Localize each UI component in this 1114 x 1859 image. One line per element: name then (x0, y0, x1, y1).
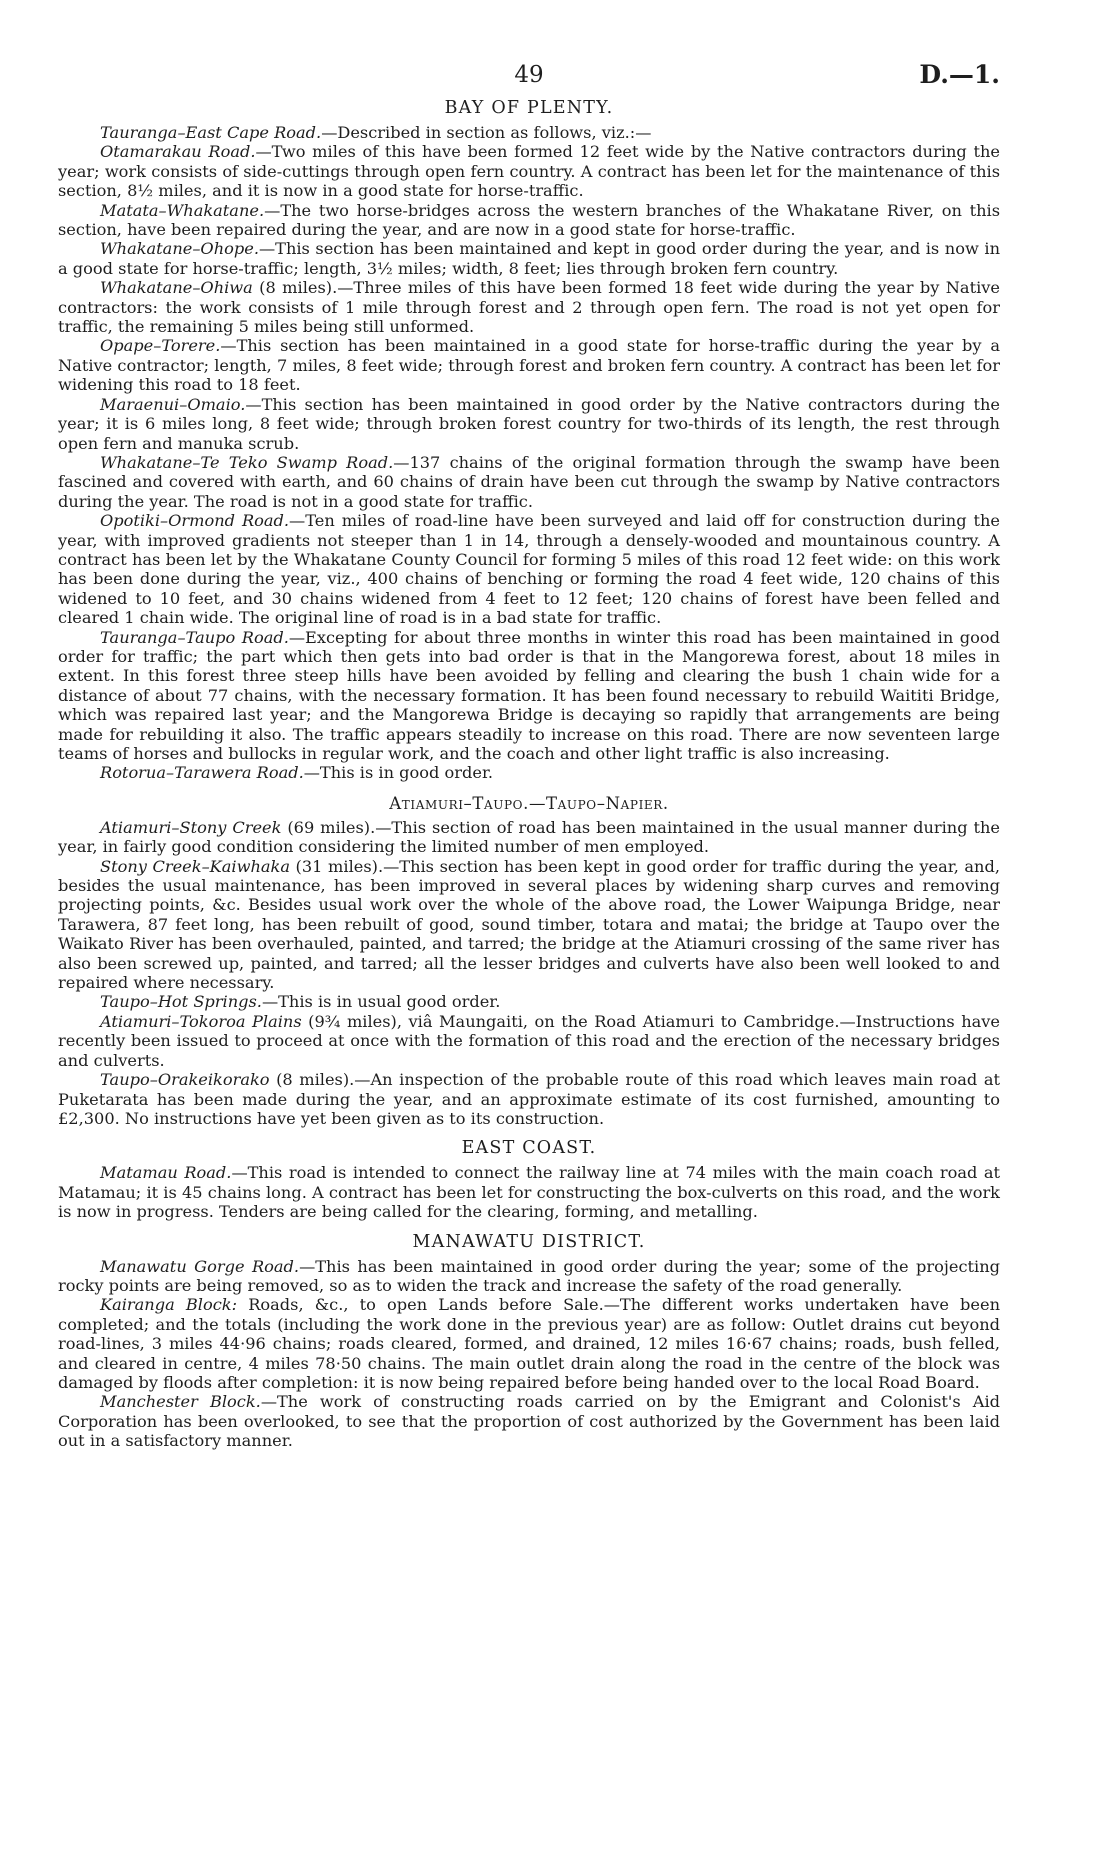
paragraph (58, 511, 1000, 627)
paragraph (58, 818, 1000, 857)
paragraph-title: Opotiki–Ormond Road. (100, 511, 290, 531)
page-number: 49 (514, 62, 544, 88)
paragraph-title: Whakatane–Ohope. (100, 239, 259, 259)
paragraph-text: (31 miles).—This section has been kept in good order for traffic during the year, and, besides the usual maintenance, has been improved in several places by widening sharp curves and removing projecting points, &c. Besides usual work over the whole of the above road, the Lower Waipunga Bridge, near Tarawera, 87 feet long, has been rebuilt of good, sound timber, totara and matai; the bridge at Taupo over the Waikato River has been overhauled, painted, and tarred; the bridge at the Atiamuri crossing of the same river has also been screwed up, painted, and tarred; all the lesser bridges and culverts have also been well looked to and repaired where necessary. (58, 856, 1000, 993)
paragraph-text: —Two miles of this have been formed 12 feet wide by the Native contractors during the year; work consists of side-cuttings through open fern country. A contract has been let for the maintenance of this section, 8½ miles, and it is now in a good state for horse-traffic. (58, 142, 1000, 201)
paragraph (58, 201, 1000, 240)
paragraph-text: —The two horse-bridges across the western branches of the Whakatane River, on this section, have been repaired during the year, and are now in a good state for horse-traffic. (58, 200, 1000, 240)
paragraph-title: Tauranga–Taupo Road. (100, 627, 289, 647)
paragraph-text: Roads, &c., to open Lands before Sale.—The different works undertaken have been completed; and the totals (including the work done in the previous year) are as follow: Outlet drains cut beyond road-lines, 3 miles 44·96 chains; roads cleared, formed, and drained, 12 miles 16·67 chains; roads, bush felled, and cleared in centre, 4 miles 78·50 chains. The main outlet drain along the road in the centre of the block was damaged by floods after completion: it is now being repaired before being handed over to the local Road Board. (58, 1295, 1000, 1392)
paragraph-text: —Ten miles of road-line have been surveyed and laid off for construction during the year, with improved gradients not steeper than 1 in 14, through a densely-wooded and mountainous country. A contract has been let by the Whakatane County Council for forming 5 miles of this road 12 feet wide: on this work has been done during the year, viz., 400 chains of benching or forming the road 4 feet wide, 120 chains of this widened to 10 feet, and 30 chains widened from 4 feet to 12 feet; 120 chains of forest have been felled and cleared 1 chain wide. The original line of road is in a bad state for traffic. (58, 511, 1000, 628)
paragraph-text: (9¾ miles), viâ Maungaiti, on the Road Atiamuri to Cambridge.—Instructions have recently been issued to proceed at once with the formation of this road and the erection of the necessary bridges and culverts. (58, 1011, 1000, 1070)
paragraph (58, 142, 1000, 200)
paragraph-title: Whakatane–Te Teko Swamp Road. (100, 452, 394, 472)
paragraph-title: Opape–Torere. (100, 336, 221, 356)
paragraph (58, 453, 1000, 511)
paragraph-text: —This is in good order. (303, 763, 494, 783)
paragraph-text: —The work of constructing roads carried on by the Emigrant and Colonist's Aid Corporation has been overlooked, to see that the proportion of cost authorized by the Government has been laid out in a satisfactory manner. (58, 1392, 1001, 1451)
paragraph-title: Manchester Block. (100, 1392, 261, 1412)
paragraph (58, 857, 1000, 993)
paragraph (58, 395, 1000, 453)
paragraph (58, 1257, 1000, 1296)
paragraph-title: Whakatane–Ohiwa (100, 278, 253, 298)
paragraph-title: Taupo–Hot Springs. (100, 992, 262, 1012)
paragraph (58, 1295, 1000, 1392)
document-page (58, 54, 1000, 1451)
section-heading: MANAWATU DISTRICT. (412, 1231, 646, 1252)
paragraph-title: Matata–Whakatane. (100, 200, 265, 220)
paragraph (58, 1163, 1000, 1221)
paragraph-text: (69 miles).—This section of road has been maintained in the usual manner during the year, in fairly good condition considering the limited number of men employed. (58, 817, 1000, 857)
paragraph-text: —This section has been maintained and kept in good order during the year, and is now in a good state for horse-traffic; length, 3½ miles; width, 8 feet; lies through broken fern country. (58, 239, 1000, 278)
paragraph-text: —This section has been maintained in a good state for horse-traffic during the year by a Native contractor; length, 7 miles, 8 feet wide; through forest and broken fern country. A contract has been let for widening this road to 18 feet. (58, 336, 1000, 395)
paragraph-title: Rotorua–Tarawera Road. (100, 763, 304, 783)
paragraph (58, 1012, 1000, 1070)
section-heading: Atiamuri–Taupo.—Taupo–Napier. (389, 793, 669, 813)
paragraph-title: Maraenui–Omaio. (100, 394, 246, 414)
paragraph (58, 239, 1000, 278)
paragraph (58, 763, 1000, 782)
section-spacer (58, 1128, 1000, 1134)
paragraph (58, 992, 1000, 1011)
paragraph (58, 123, 1000, 142)
paragraph-title: Matamau Road. (100, 1163, 232, 1183)
paragraph-text: —137 chains of the original formation through the swamp have been fascined and covered with earth, and 60 chains of drain have been cut through the swamp by Native contractors during the year. The road is not in a good state for traffic. (58, 452, 1000, 511)
paragraph-text: —This road is intended to connect the railway line at 74 miles with the main coach road at Matamau; it is 45 chains long. A contract has been let for constructing the box-culverts on this road, and the work is now in progress. Tenders are being called for the clearing, forming, and metalling. (58, 1163, 1001, 1222)
paragraph-text: —Described in section as follows, viz.:— (321, 123, 652, 142)
section-heading: BAY OF PLENTY. (444, 98, 614, 118)
paragraph-text: —This has been maintained in good order during the year; some of the projecting rocky points are being removed, so as to widen the track and increase the safety of the road generally. (58, 1256, 1000, 1295)
section-spacer (58, 783, 1000, 789)
paragraph (58, 1392, 1000, 1450)
section-spacer (58, 1222, 1000, 1228)
paragraph (58, 336, 1000, 394)
paragraph-title: Taupo–Orakeikorako (100, 1070, 270, 1090)
paragraph-title: Kairanga Block: (100, 1295, 238, 1315)
paragraph-text: —This is in usual good order. (261, 992, 501, 1012)
paragraph-text: —Excepting for about three months in winter this road has been maintained in good order for traffic; the part which then gets into bad order is that in the Mangorewa forest, about 18 miles in extent. In this forest three steep hills have been avoided by felling and clearing the bush 1 chain wide for a distance of about 77 chains, with the necessary formation. It has been found necessary to rebuild Waititi Bridge, which was repaired last year; and the Mangorewa Bridge is decaying so rapidly that arrangements are being made for rebuilding it also. The traffic appears steadily to increase on this road. There are now seventeen large teams of horses and bullocks in regular work, and the coach and other light traffic is also increasing. (58, 627, 1000, 763)
page-header (58, 54, 1000, 94)
section-heading: EAST COAST. (461, 1138, 597, 1159)
paragraph-title: Tauranga–East Cape Road. (100, 123, 322, 142)
paragraph-title: Stony Creek–Kaiwhaka (100, 856, 290, 876)
paragraph (58, 628, 1000, 764)
paragraph-text: (8 miles).—Three miles of this have been formed 18 feet wide during the year by Native contractors: the work consists of 1 mile through forest and 2 through open fern. The road is not yet open for traffic, the remaining 5 miles being still unformed. (58, 278, 1000, 337)
document-reference: D.—1. (919, 60, 1000, 89)
paragraph-title: Otamarakau Road. (100, 142, 256, 162)
paragraph-text: (8 miles).—An inspection of the probable route of this road which leaves main road at Puketarata has been made during the year, and an approximate estimate of its cost furnished, amounting to £2,300. No instructions have yet been given as to its construction. (58, 1070, 1000, 1128)
paragraph-title: Atiamuri–Stony Creek (100, 817, 282, 837)
document-body (58, 98, 1000, 1451)
paragraph-text: —This section has been maintained in good order by the Native contractors during the year; it is 6 miles long, 8 feet wide; through broken forest country for two-thirds of its length, the rest through open fern and manuka scrub. (58, 394, 1000, 453)
paragraph (58, 278, 1000, 336)
paragraph-title: Manawatu Gorge Road. (100, 1256, 300, 1276)
paragraph (58, 1070, 1000, 1128)
paragraph-title: Atiamuri–Tokoroa Plains (100, 1011, 302, 1031)
